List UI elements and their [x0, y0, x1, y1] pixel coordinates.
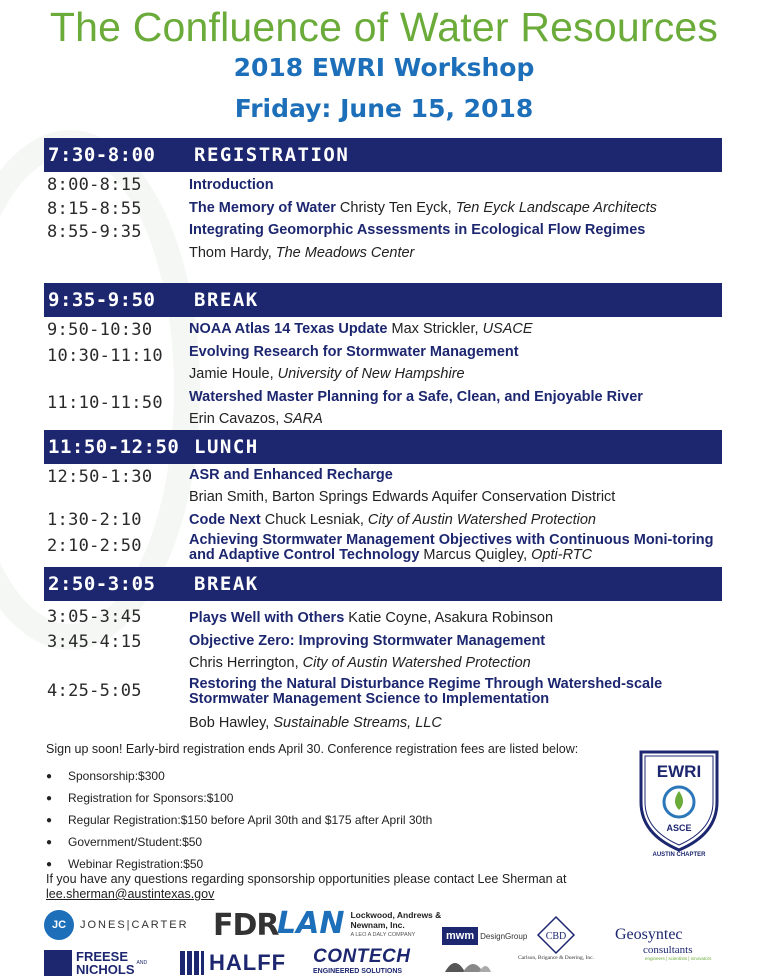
badge-chapter: AUSTIN CHAPTER: [652, 852, 706, 858]
jones-carter-logo: [44, 910, 189, 940]
page-subtitle: 2018 EWRI Workshop: [233, 53, 535, 82]
fee-text: Government/Student:$50: [68, 835, 203, 849]
session-detail: [189, 512, 596, 528]
session-speaker-line: [189, 366, 465, 382]
session-detail: [189, 200, 657, 216]
band-label: BREAK: [194, 573, 259, 595]
lan-mark: LAN: [277, 906, 345, 941]
session-time: 4:25-5:05: [47, 681, 142, 701]
session-time: 11:10-11:50: [47, 393, 163, 413]
session-speaker: Bob Hawley,: [189, 715, 274, 731]
halff-icon: [180, 951, 204, 975]
mwm-sub: DesignGroup: [480, 931, 528, 941]
fee-item: [46, 809, 432, 831]
session-speaker: Christy Ten Eyck,: [335, 200, 456, 216]
session-title: Integrating Geomorphic Assessments in Ecological Flow Regimes: [189, 222, 646, 238]
session-detail: [189, 177, 274, 193]
session-title: Objective Zero: Improving Stormwater Management: [189, 633, 546, 649]
session-title: Plays Well with Others: [189, 610, 345, 626]
and-text: AND: [136, 960, 148, 966]
session-detail: [189, 533, 719, 563]
fee-item: [46, 787, 432, 809]
session-time: 9:50-10:30: [47, 320, 153, 340]
session-org: Opti-RTC: [531, 547, 593, 563]
session-detail: [189, 610, 553, 626]
nichols-name: NICHOLS: [76, 962, 135, 977]
session-speaker: Max Strickler,: [387, 321, 483, 337]
band-time: 7:30-8:00: [48, 144, 156, 166]
band-time: 11:50-12:50: [48, 436, 180, 458]
fee-text: Registration for Sponsors:$100: [68, 791, 234, 805]
badge-asce: ASCE: [666, 823, 692, 833]
session-speaker: Brian Smith, Barton Springs Edwards Aquifer Conservation District: [189, 489, 616, 505]
mwm-graphic: [443, 952, 493, 974]
session-detail: [189, 677, 719, 707]
badge-title: EWRI: [656, 762, 702, 781]
lan-sub: A LEO A DALY COMPANY: [350, 931, 416, 938]
fee-text: Regular Registration:$150 before April 30th and $175 after April 30th: [68, 813, 433, 827]
bullet-icon: ●: [46, 792, 53, 804]
session-org: University of New Hampshire: [277, 366, 465, 382]
ewri-asce-badge: [637, 750, 721, 858]
session-title: Watershed Master Planning for a Safe, Clean, and Enjoyable River: [189, 389, 643, 405]
cbd-diamond-icon: [528, 915, 584, 955]
session-org: City of Austin Watershed Protection: [302, 655, 531, 671]
session-speaker-line: [189, 411, 323, 427]
cbd-name: Carlson, Brigance & Doering, Inc.: [518, 955, 594, 961]
session-time: 8:55-9:35: [47, 222, 142, 242]
session-speaker: Thom Hardy,: [189, 245, 276, 261]
session-time: 2:10-2:50: [47, 536, 142, 556]
session-speaker-line: [189, 245, 414, 261]
session-speaker: Chuck Lesniak,: [260, 512, 368, 528]
cbd-mark: CBD: [545, 931, 567, 942]
session-time: 1:30-2:10: [47, 510, 142, 530]
geosyntec-tag: engineers | scientists | innovators: [645, 956, 712, 961]
session-title: Introduction: [189, 177, 274, 193]
session-time: 3:45-4:15: [47, 632, 142, 652]
band-time: 2:50-3:05: [48, 573, 156, 595]
fee-item: [46, 831, 432, 853]
event-date: Friday: June 15, 2018: [234, 94, 534, 123]
session-title: NOAA Atlas 14 Texas Update: [189, 321, 388, 337]
geosyntec-sub: consultants: [643, 944, 693, 956]
registration-intro: Sign up soon! Early-bird registration ends April 30. Conference registration fees are listed below:: [46, 742, 579, 756]
session-time: 10:30-11:10: [47, 346, 163, 366]
session-detail: [189, 344, 519, 360]
freese-name: FREESE: [76, 949, 129, 964]
session-speaker: Katie Coyne, Asakura Robinson: [344, 610, 554, 626]
contech-logo: [313, 946, 410, 975]
schedule-band-lunch: [44, 430, 722, 464]
session-speaker: Chris Herrington,: [189, 655, 303, 671]
session-detail: [189, 633, 545, 649]
band-label: BREAK: [194, 289, 259, 311]
session-speaker-line: [189, 489, 615, 505]
session-detail: [189, 321, 533, 337]
bullet-icon: ●: [46, 770, 53, 782]
session-detail: [189, 389, 643, 405]
halff-logo: [180, 950, 286, 976]
session-org: Sustainable Streams, LLC: [273, 715, 442, 731]
lan-name: Lockwood, Andrews & Newnam, Inc.: [350, 909, 442, 930]
session-time: 12:50-1:30: [47, 467, 153, 487]
mwm-arch-icon: [443, 952, 493, 974]
fee-list: [46, 765, 432, 875]
session-speaker: Marcus Quigley,: [419, 547, 532, 563]
session-org: City of Austin Watershed Protection: [367, 512, 596, 528]
session-title: Achieving Stormwater Management Objectives with Continuous Moni-toring and Adaptive Control Technology: [189, 532, 714, 563]
hdr-name: FDR: [213, 908, 279, 943]
session-org: USACE: [482, 321, 533, 337]
bullet-icon: ●: [46, 814, 53, 826]
session-title: Evolving Research for Stormwater Management: [189, 344, 519, 360]
fee-text: Sponsorship:$300: [68, 769, 165, 783]
freese-nichols-logo: [44, 950, 147, 976]
freese-nichols-icon: [44, 950, 72, 976]
session-speaker-line: [189, 655, 531, 671]
band-time: 9:35-9:50: [48, 289, 156, 311]
jc-icon: JC: [44, 910, 74, 940]
contact-email-link[interactable]: lee.sherman@austintexas.gov: [46, 887, 215, 901]
session-speaker-line: [189, 715, 442, 731]
session-time: 8:15-8:55: [47, 199, 142, 219]
session-title: The Memory of Water: [189, 200, 336, 216]
session-title: Code Next: [189, 512, 261, 528]
jones-carter-name: JONES|CARTER: [80, 919, 189, 931]
geosyntec-logo: [615, 926, 711, 961]
mwm-logo: [442, 927, 527, 945]
session-org: SARA: [283, 411, 323, 427]
bullet-icon: ●: [46, 836, 53, 848]
session-time: 8:00-8:15: [47, 175, 142, 195]
session-speaker: Erin Cavazos,: [189, 411, 284, 427]
hdr-logo: [213, 908, 279, 943]
cbd-logo: [518, 915, 594, 961]
session-speaker: Jamie Houle,: [189, 366, 278, 382]
session-detail: [189, 222, 645, 238]
lan-logo: [277, 906, 450, 941]
contech-name: CONTECH: [313, 946, 411, 967]
band-label: REGISTRATION: [194, 144, 350, 166]
session-org: The Meadows Center: [275, 245, 415, 261]
page-title: The Confluence of Water Resources: [49, 4, 719, 50]
bullet-icon: ●: [46, 858, 53, 870]
contact-text: If you have any questions regarding sponsorship opportunities please contact Lee Sherman at: [46, 872, 567, 886]
schedule-band-break: [44, 283, 722, 317]
schedule-band-registration: [44, 138, 722, 172]
contech-sub: ENGINEERED SOLUTIONS: [313, 968, 403, 975]
geosyntec-name: Geosyntec: [615, 926, 683, 943]
schedule-band-break: [44, 567, 722, 601]
halff-name: HALFF: [209, 950, 287, 975]
session-time: 3:05-3:45: [47, 607, 142, 627]
session-title: Restoring the Natural Disturbance Regime Through Watershed-scale Stormwater Management Science to Implementation: [189, 676, 663, 707]
band-label: LUNCH: [194, 436, 259, 458]
fee-item: [46, 765, 432, 787]
session-detail: [189, 467, 393, 483]
session-org: Ten Eyck Landscape Architects: [455, 200, 657, 216]
session-title: ASR and Enhanced Recharge: [189, 467, 393, 483]
fee-text: Webinar Registration:$50: [68, 857, 204, 871]
mwm-mark: mwm: [442, 927, 478, 945]
